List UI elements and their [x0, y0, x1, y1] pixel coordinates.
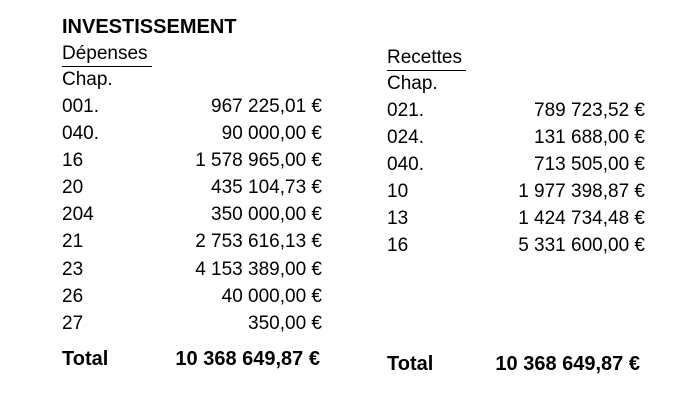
- chapter-code: 021.: [387, 100, 424, 121]
- depenses-row: [62, 147, 322, 174]
- amount: 131 688,00 €: [534, 127, 645, 149]
- depenses-chap-label: Chap.: [62, 69, 113, 90]
- chapter-code: 16: [62, 150, 84, 172]
- chapter-code: 040.: [62, 123, 99, 145]
- amount: 2 753 616,13 €: [195, 231, 322, 253]
- depenses-row: [62, 228, 322, 255]
- chapter-code: 26: [62, 285, 84, 307]
- recettes-heading: Recettes: [387, 46, 466, 71]
- recettes-row: [387, 97, 645, 124]
- depenses-heading: Dépenses: [62, 42, 152, 67]
- depenses-row: [62, 256, 322, 283]
- recettes-row: [387, 232, 645, 259]
- recettes-total: [387, 351, 640, 377]
- amount: 4 153 389,00 €: [195, 258, 322, 280]
- chapter-code: 21: [62, 231, 84, 253]
- amount: 789 723,52 €: [534, 100, 645, 121]
- depenses-total-amount: 10 368 649,87 €: [175, 348, 320, 370]
- chapter-code: 001.: [62, 96, 99, 117]
- amount: 1 578 965,00 €: [195, 150, 322, 172]
- amount: 40 000,00 €: [221, 285, 322, 307]
- recettes-total-label: Total: [387, 353, 434, 375]
- depenses-row: [62, 310, 322, 337]
- amount: 90 000,00 €: [221, 123, 322, 145]
- amount: 1 977 398,87 €: [518, 181, 645, 203]
- chapter-code: 024.: [387, 127, 424, 149]
- depenses-row: [62, 174, 322, 201]
- recettes-row: [387, 205, 645, 232]
- page-title: INVESTISSEMENT: [62, 16, 237, 38]
- chapter-code: 10: [387, 181, 409, 203]
- recettes-section: [387, 46, 645, 260]
- recettes-row: [387, 151, 645, 178]
- recettes-rows: [387, 97, 645, 260]
- amount: 967 225,01 €: [211, 96, 322, 117]
- chapter-code: 204: [62, 204, 94, 226]
- recettes-row: [387, 178, 645, 205]
- recettes-total-amount: 10 368 649,87 €: [495, 353, 640, 375]
- amount: 713 505,00 €: [534, 154, 645, 176]
- chapter-code: 20: [62, 177, 84, 199]
- recettes-row: [387, 124, 645, 151]
- depenses-row: [62, 283, 322, 310]
- chapter-code: 16: [387, 235, 409, 257]
- depenses-rows: [62, 93, 322, 337]
- depenses-row: [62, 93, 322, 120]
- chapter-code: 27: [62, 312, 84, 334]
- amount: 350,00 €: [248, 312, 322, 334]
- depenses-total: [62, 346, 320, 372]
- depenses-total-label: Total: [62, 348, 109, 370]
- chapter-code: 040.: [387, 154, 424, 176]
- recettes-chap-label: Chap.: [387, 73, 438, 94]
- chapter-code: 13: [387, 208, 409, 230]
- amount: 350 000,00 €: [211, 204, 322, 226]
- chapter-code: 23: [62, 258, 84, 280]
- depenses-row: [62, 201, 322, 228]
- amount: 1 424 734,48 €: [518, 208, 645, 230]
- amount: 435 104,73 €: [211, 177, 322, 199]
- depenses-row: [62, 120, 322, 147]
- amount: 5 331 600,00 €: [518, 235, 645, 257]
- depenses-section: [62, 42, 322, 337]
